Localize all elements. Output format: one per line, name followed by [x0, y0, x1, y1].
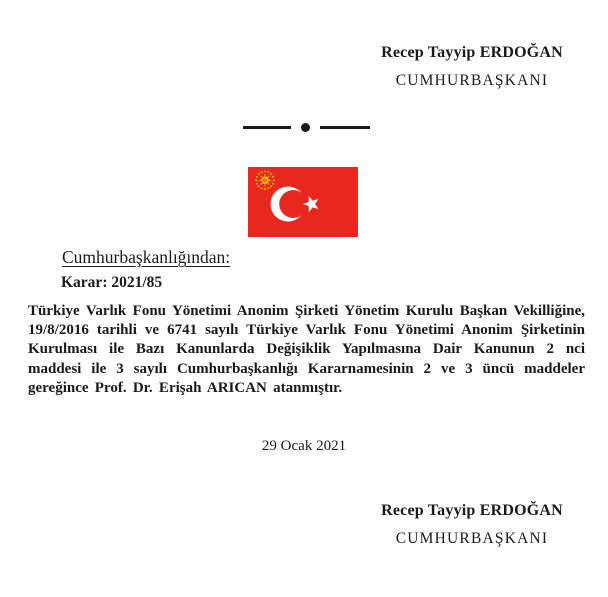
decree-body-text: Türkiye Varlık Fonu Yönetimi Anonim Şirketi Yönetim Kurulu Başkan Vekilliğine, 19/8/2016 tarihli ve 6741 sayılı Türkiye Varlık Fonu Yönetimi Anonim Şirketinin Kurulması ile Bazı Kanunlarda Değişiklik Yapılmasına Dair Kanunun 2 nci maddesi ile 3 sayılı Cumhurbaşkanlığı Kararnamesinin 2 ve 3 üncü maddeler gereğince Prof. Dr. Erişah ARICAN atanmıştır.: [28, 303, 585, 396]
decision-number: Karar: 2021/85: [61, 274, 163, 291]
issuer-heading: Cumhurbaşkanlığından:: [62, 247, 231, 267]
divider-line-right: [320, 126, 370, 128]
decree-date: 29 Ocak 2021: [261, 438, 347, 454]
president-name-bottom: Recep Tayyip ERDOĞAN: [381, 502, 563, 519]
divider-dot-icon: [301, 123, 310, 132]
divider-line-left: [243, 126, 291, 128]
president-title-bottom: CUMHURBAŞKANI: [395, 530, 549, 547]
signature-block-top: [379, 44, 565, 90]
section-divider: [243, 122, 370, 133]
turkish-presidential-flag-icon: [248, 167, 358, 237]
president-name-top: Recep Tayyip ERDOĞAN: [381, 44, 563, 61]
signature-block-bottom: [379, 502, 565, 548]
president-title-top: CUMHURBAŞKANI: [395, 72, 549, 89]
